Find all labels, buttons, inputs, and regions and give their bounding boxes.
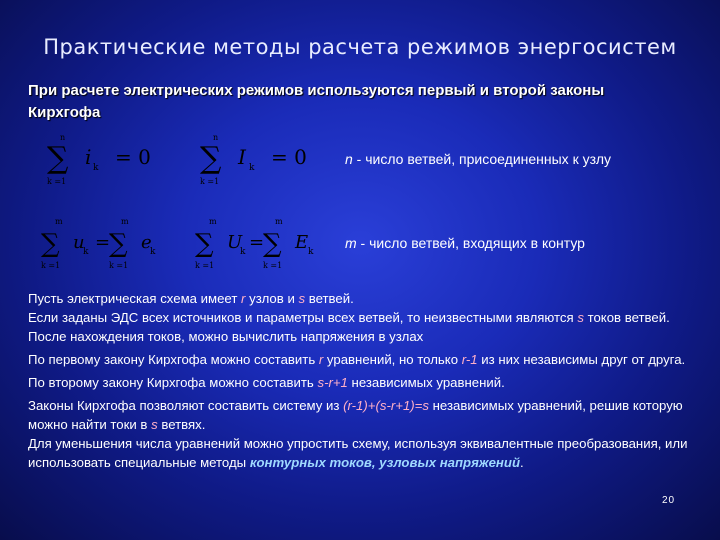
body-text — [28, 289, 700, 472]
kirchhoff-first-law-formulas — [35, 128, 335, 190]
text: независимых уравнений. — [347, 375, 505, 390]
var-E: E — [295, 232, 309, 253]
method-node-voltages: узловых напряжений — [379, 455, 521, 470]
upper-limit: m — [121, 217, 129, 226]
lower-limit: k =1 — [195, 261, 215, 270]
var-s: s — [298, 291, 306, 306]
loop-note-text: - число ветвей, входящих в контур — [356, 235, 585, 251]
lower-limit: k =1 — [263, 261, 283, 270]
var-U: U — [227, 232, 243, 253]
paragraph-second-law — [28, 373, 700, 392]
upper-limit: n — [213, 133, 219, 142]
var-i: i — [85, 145, 92, 169]
text: уравнений, но только — [323, 352, 462, 367]
node-branches-note — [345, 150, 611, 168]
text: Для уменьшения числа уравнений можно упростить схему, используя эквивалентные преобразования, или использовать специальные методы — [28, 436, 688, 470]
lower-limit: k =1 — [41, 261, 61, 270]
var-s: s — [151, 417, 158, 432]
text: По первому закону Кирхгофа можно составить — [28, 352, 319, 367]
text: Если заданы ЭДС всех источников и параметры всех ветвей, то неизвестными являются — [28, 310, 578, 325]
sum-symbol: ∑ — [109, 229, 128, 259]
sum-symbol: ∑ — [200, 141, 222, 176]
loop-var: m — [345, 235, 357, 251]
eq: = — [249, 232, 265, 253]
paragraph-unknowns — [28, 308, 700, 346]
page-number: 20 — [662, 495, 676, 506]
eq-zero: = 0 — [271, 145, 307, 169]
formula-sum-U-E — [195, 217, 314, 270]
text: ветвей. — [305, 291, 354, 306]
kirchhoff-second-law-formulas — [35, 212, 335, 274]
var-u: u — [73, 232, 85, 253]
upper-limit: n — [60, 133, 66, 142]
text: из них независимы друг от друга. — [477, 352, 686, 367]
node-note-text: - число ветвей, присоединенных к узлу — [352, 151, 612, 167]
upper-limit: m — [209, 217, 217, 226]
sum-symbol: ∑ — [195, 229, 214, 259]
sum-symbol: ∑ — [263, 229, 282, 259]
upper-limit: m — [275, 217, 283, 226]
sub-k: k — [249, 163, 255, 173]
intro-text: При расчете электрических режимов используются первый и второй законы Кирхгофа — [28, 82, 605, 121]
sub-k: k — [83, 247, 89, 257]
text: независимых уравнений, решив которую можно найти токи в — [28, 398, 683, 432]
sum-symbol: ∑ — [47, 141, 69, 176]
var-r-minus-1: r-1 — [461, 352, 478, 367]
var-total: (r-1)+(s-r+1)=s — [343, 398, 429, 413]
text: , — [371, 455, 380, 470]
paragraph-first-law — [28, 350, 700, 369]
var-s-r-plus-1: s-r+1 — [317, 375, 348, 390]
text: узлов и — [245, 291, 299, 306]
method-loop-currents: контурных токов — [249, 455, 372, 470]
text: ветвях. — [157, 417, 206, 432]
sub-k: k — [308, 247, 314, 257]
upper-limit: m — [55, 217, 63, 226]
formula-sum-i — [47, 133, 151, 186]
sum-symbol: ∑ — [41, 229, 60, 259]
lower-limit: k =1 — [109, 261, 129, 270]
text: Законы Кирхгофа позволяют составить систему из — [28, 398, 344, 413]
eq-zero: = 0 — [115, 145, 151, 169]
sub-k: k — [150, 247, 156, 257]
loop-branches-note — [345, 234, 585, 252]
node-var: n — [345, 151, 353, 167]
var-r: r — [318, 352, 324, 367]
paragraph-system — [28, 396, 700, 434]
var-e: e — [141, 232, 152, 253]
text: Пусть электрическая схема имеет — [28, 291, 242, 306]
slide-title: Практические методы расчета режимов энергосистем — [43, 35, 677, 59]
sub-k: k — [240, 247, 246, 257]
eq: = — [95, 232, 111, 253]
text: По второму закону Кирхгофа можно составить — [28, 375, 318, 390]
lower-limit: k =1 — [47, 177, 67, 186]
var-r: r — [241, 291, 246, 306]
var-I: I — [238, 145, 246, 169]
var-s: s — [577, 310, 584, 325]
paragraph-methods — [28, 434, 700, 472]
formula-sum-I — [200, 133, 307, 186]
paragraph-nodes-branches — [28, 289, 700, 308]
text: токов ветвей. После нахождения токов, можно вычислить напряжения в узлах — [28, 310, 670, 344]
sub-k: k — [93, 163, 99, 173]
formula-sum-u-e — [41, 217, 156, 270]
lower-limit: k =1 — [200, 177, 220, 186]
text: . — [520, 455, 524, 470]
